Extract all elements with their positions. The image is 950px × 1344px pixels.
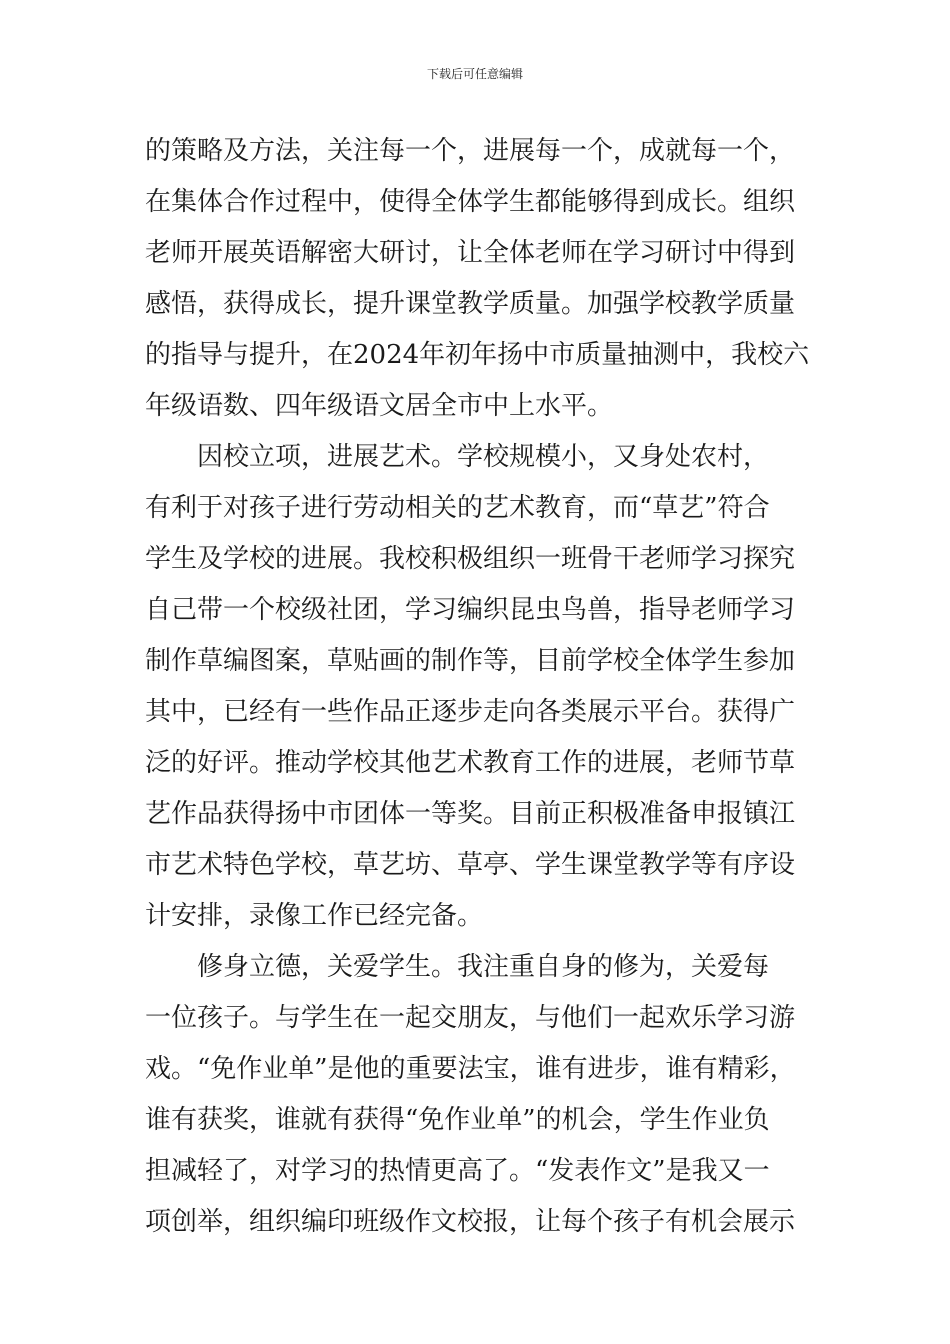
text-line: 年级语数、四年级语文居全市中上水平。 xyxy=(145,391,614,421)
text-line: 的指导与提升，在2024年初年扬中市质量抽测中，我校六 xyxy=(145,340,810,370)
text-line: 市艺术特色学校，草艺坊、草亭、学生课堂教学等有序设 xyxy=(145,850,796,880)
text-line: 有利于对孩子进行劳动相关的艺术教育，而“草艺”符合 xyxy=(145,493,770,523)
text-line: 艺作品获得扬中市团体一等奖。目前正积极准备申报镇江 xyxy=(145,799,796,829)
text-line: 谁有获奖，谁就有获得“免作业单”的机会，学生作业负 xyxy=(145,1105,770,1135)
text-line: 感悟，获得成长，提升课堂教学质量。加强学校教学质量 xyxy=(145,289,796,319)
text-line: 自己带一个校级社团，学习编织昆虫鸟兽，指导老师学习 xyxy=(145,595,796,625)
text-line: 戏。“免作业单”是他的重要法宝，谁有进步，谁有精彩， xyxy=(145,1054,796,1084)
text-line: 担减轻了，对学习的热情更高了。“发表作文”是我又一 xyxy=(145,1156,770,1186)
text-line: 因校立项，进展艺术。学校规模小，又身处农村， xyxy=(145,442,770,472)
text-line: 学生及学校的进展。我校积极组织一班骨干老师学习探究 xyxy=(145,544,796,574)
text-line: 项创举，组织编印班级作文校报，让每个孩子有机会展示 xyxy=(145,1207,796,1237)
body-text xyxy=(145,126,825,1248)
page-header: 下载后可任意编辑 xyxy=(426,67,523,81)
text-line: 的策略及方法，关注每一个，进展每一个，成就每一个， xyxy=(145,136,796,166)
text-line: 制作草编图案，草贴画的制作等，目前学校全体学生参加 xyxy=(145,646,796,676)
text-line: 其中，已经有一些作品正逐步走向各类展示平台。获得广 xyxy=(145,697,796,727)
text-line: 一位孩子。与学生在一起交朋友，与他们一起欢乐学习游 xyxy=(145,1003,796,1033)
text-line: 泛的好评。推动学校其他艺术教育工作的进展，老师节草 xyxy=(145,748,796,778)
text-line: 在集体合作过程中，使得全体学生都能够得到成长。组织 xyxy=(145,187,796,217)
text-line: 修身立德，关爱学生。我注重自身的修为，关爱每 xyxy=(145,952,770,982)
text-line: 老师开展英语解密大研讨，让全体老师在学习研讨中得到 xyxy=(145,238,796,268)
text-line: 计安排，录像工作已经完备。 xyxy=(145,901,484,931)
